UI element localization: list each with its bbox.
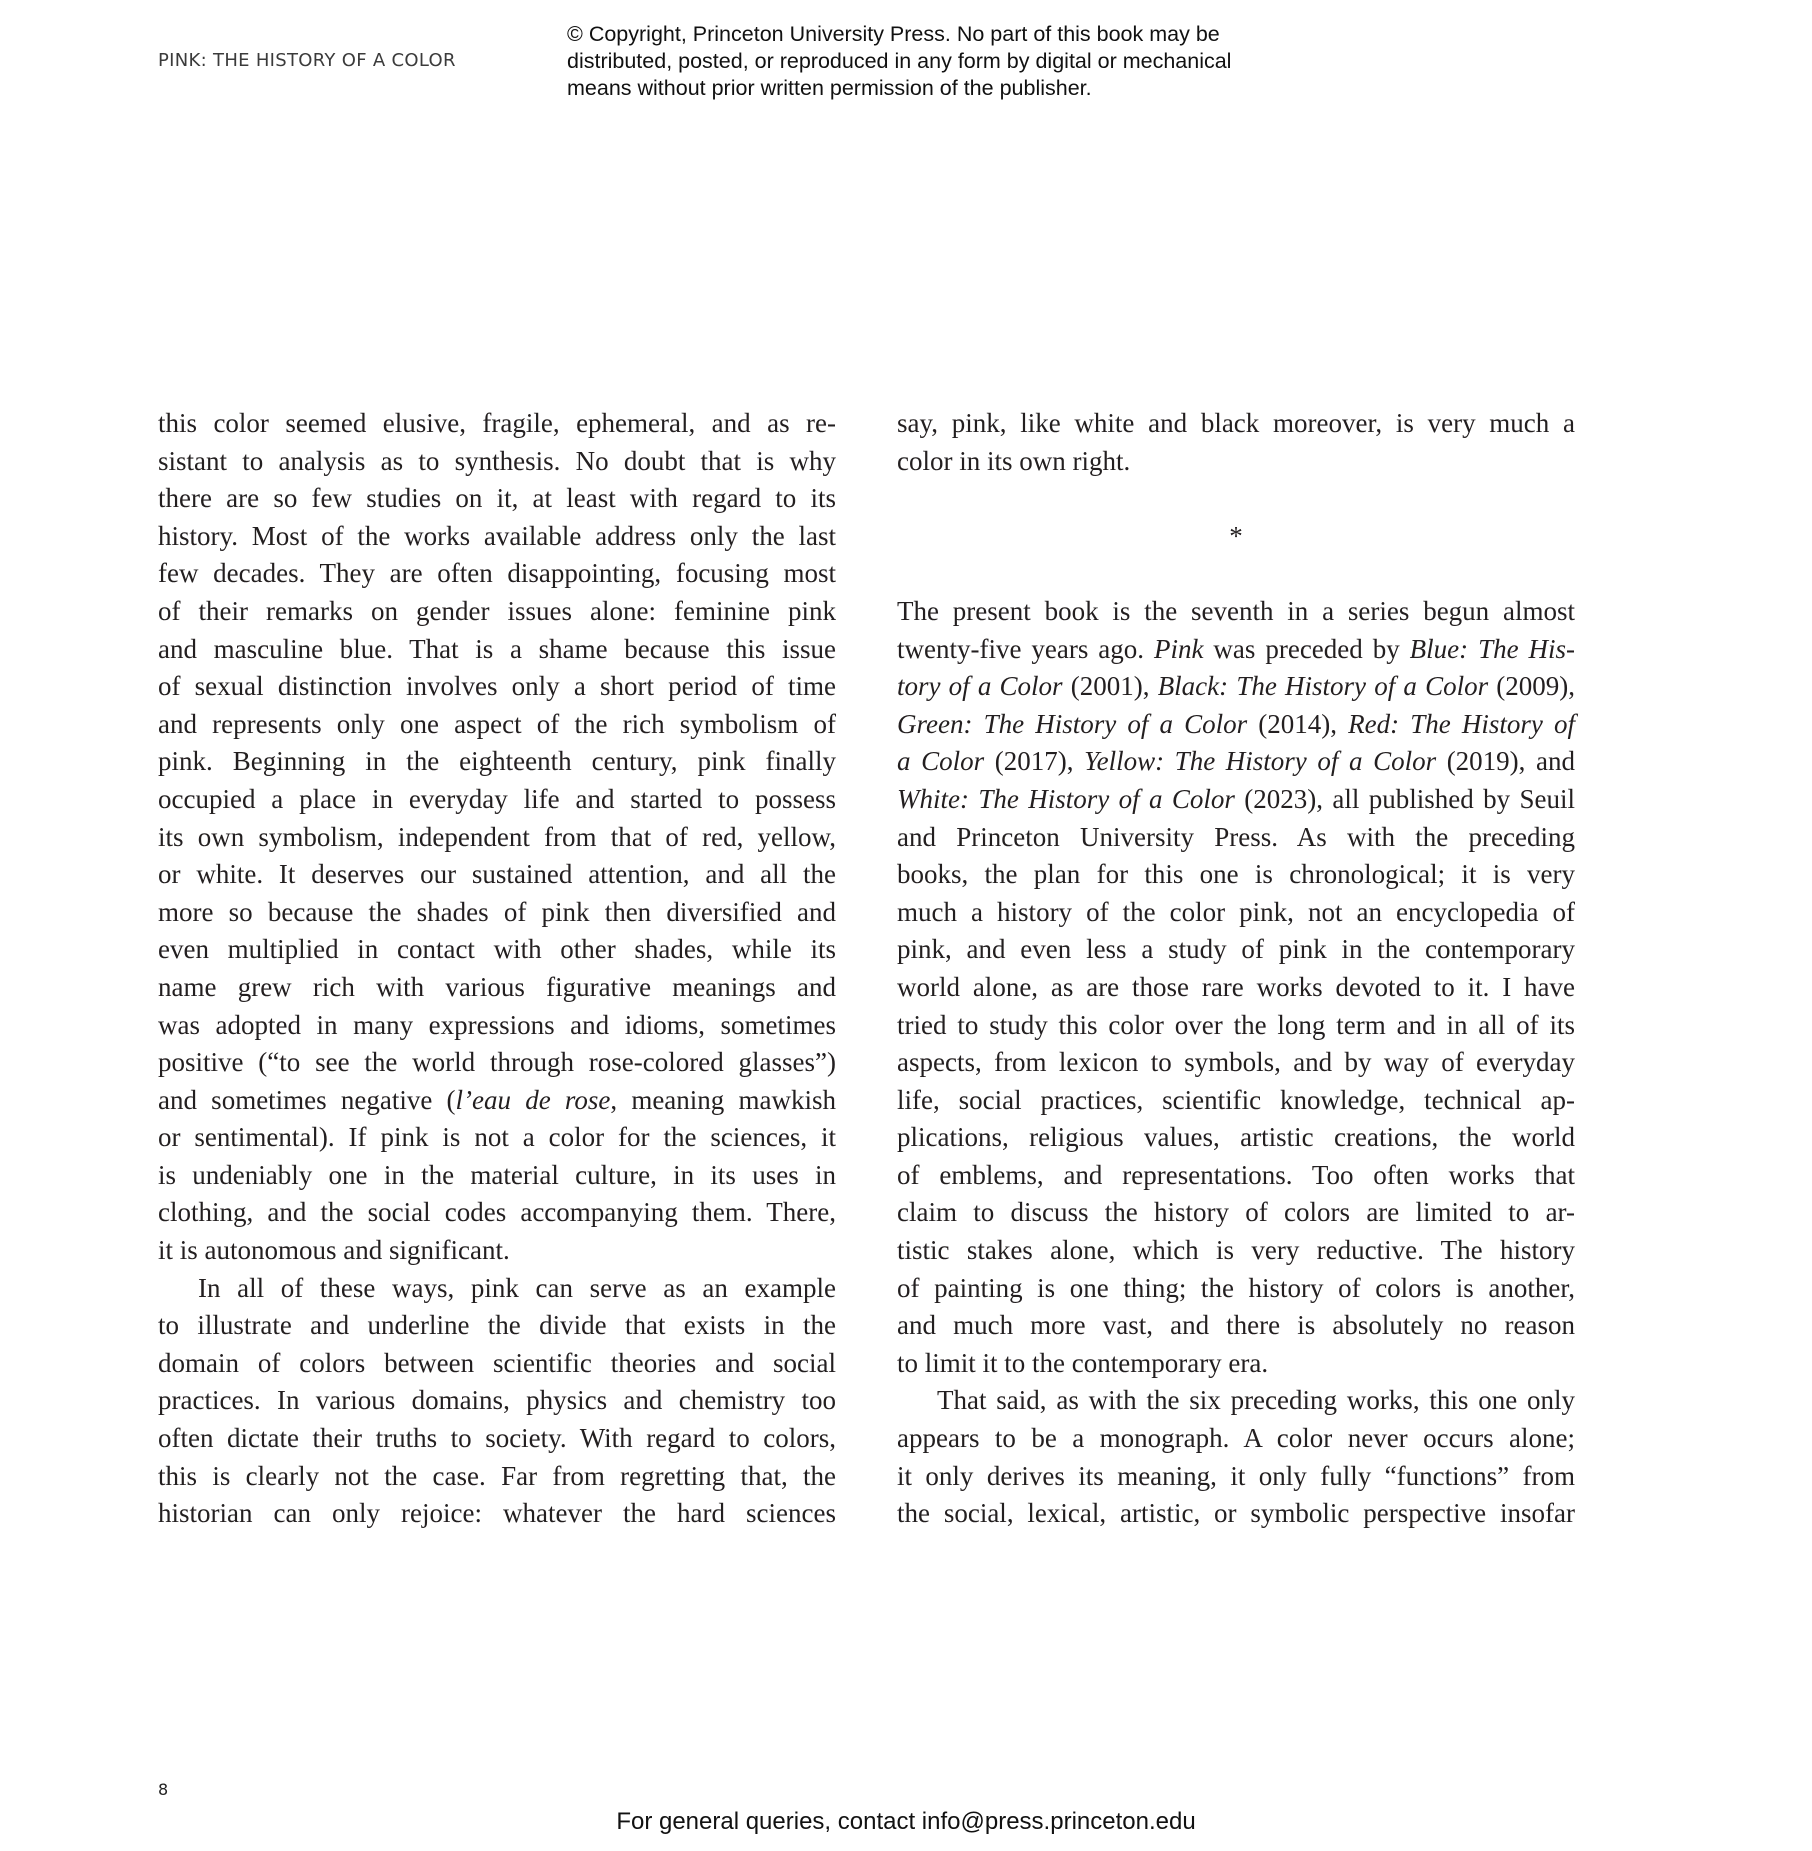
text-segment: (2014), — [1247, 708, 1349, 739]
text-segment: name grew rich with various figurative meanings and — [158, 971, 836, 1002]
text-line — [158, 443, 836, 481]
text-line — [897, 706, 1575, 744]
page-number: 8 — [158, 1780, 169, 1799]
text-segment: to illustrate and underline the divide that exists in the — [158, 1310, 836, 1341]
text-line — [897, 1495, 1575, 1533]
text-segment: * — [1229, 520, 1243, 551]
text-segment: or white. It deserves our sustained attention, and all the — [158, 859, 836, 890]
text-line — [158, 668, 836, 706]
text-segment: world alone, as are those rare works devoted to it. I have — [897, 971, 1575, 1002]
text-line — [897, 443, 1575, 481]
text-segment: and much more vast, and there is absolutely no reason — [897, 1310, 1575, 1341]
italic-title-text: tory of a Color — [897, 671, 1063, 702]
text-line — [897, 1194, 1575, 1232]
text-line — [897, 593, 1575, 631]
text-segment: (2017), — [984, 746, 1085, 777]
text-line — [897, 1082, 1575, 1120]
text-segment: plications, religious values, artistic creations, the world — [897, 1122, 1575, 1153]
text-segment: often dictate their truths to society. With regard to colors, — [158, 1423, 836, 1454]
text-line — [158, 1307, 836, 1345]
copyright-notice — [567, 21, 1267, 101]
text-segment: of their remarks on gender issues alone: feminine pink — [158, 595, 836, 626]
blank-line — [897, 480, 1575, 518]
text-segment: books, the plan for this one is chronological; it is very — [897, 859, 1575, 890]
text-segment: and masculine blue. That is a shame because this issue — [158, 633, 836, 664]
text-segment: was adopted in many expressions and idioms, sometimes — [158, 1009, 836, 1040]
text-segment: historian can only rejoice: whatever the hard sciences — [158, 1498, 836, 1529]
text-line — [897, 1270, 1575, 1308]
text-line — [897, 894, 1575, 932]
text-line — [897, 1345, 1575, 1383]
text-segment: domain of colors between scientific theories and social — [158, 1347, 836, 1378]
text-line — [158, 743, 836, 781]
text-line — [158, 1044, 836, 1082]
text-segment: the social, lexical, artistic, or symbolic perspective insofar — [897, 1498, 1575, 1529]
left-text-column — [158, 405, 836, 1533]
text-segment: and represents only one aspect of the rich symbolism of — [158, 708, 836, 739]
text-line — [897, 1307, 1575, 1345]
text-segment: appears to be a monograph. A color never occurs alone; — [897, 1423, 1575, 1454]
text-segment: aspects, from lexicon to symbols, and by way of everyday — [897, 1047, 1575, 1078]
text-segment: tistic stakes alone, which is very reductive. The history — [897, 1235, 1575, 1266]
text-line — [897, 405, 1575, 443]
text-line — [158, 1082, 836, 1120]
text-line — [897, 1232, 1575, 1270]
text-segment: of painting is one thing; the history of colors is another, — [897, 1272, 1575, 1303]
text-line — [897, 1119, 1575, 1157]
text-segment: its own symbolism, independent from that of red, yellow, — [158, 821, 836, 852]
text-segment: practices. In various domains, physics and chemistry too — [158, 1385, 836, 1416]
text-segment: tried to study this color over the long term and in all of its — [897, 1009, 1575, 1040]
text-line — [897, 1382, 1575, 1420]
italic-title-text: Blue: The His- — [1409, 633, 1576, 664]
text-segment: life, social practices, scientific knowledge, technical ap- — [897, 1084, 1575, 1115]
text-line — [158, 480, 836, 518]
text-line — [897, 1044, 1575, 1082]
italic-title-text: Yellow: The History of a Color — [1084, 746, 1437, 777]
text-segment: it only derives its meaning, it only fully “functions” from — [897, 1460, 1575, 1491]
text-line — [158, 631, 836, 669]
text-segment: color in its own right. — [897, 445, 1131, 476]
copyright-line: © Copyright, Princeton University Press. No part of this book may be — [567, 22, 1220, 46]
text-line — [158, 1157, 836, 1195]
right-text-column — [897, 405, 1575, 1533]
text-line — [158, 518, 836, 556]
text-segment: of sexual distinction involves only a short period of time — [158, 671, 836, 702]
text-segment: occupied a place in everyday life and started to possess — [158, 783, 836, 814]
text-segment: few decades. They are often disappointing, focusing most — [158, 558, 836, 589]
text-line — [158, 1420, 836, 1458]
text-segment: it is autonomous and significant. — [158, 1235, 510, 1266]
copyright-line: distributed, posted, or reproduced in any form by digital or mechanical — [567, 48, 1232, 73]
text-segment: clothing, and the social codes accompanying them. There, — [158, 1197, 836, 1228]
section-break-asterisk — [897, 518, 1575, 556]
text-segment: (2019), and — [1436, 746, 1576, 777]
text-line — [897, 668, 1575, 706]
text-segment: The present book is the seventh in a series begun almost — [897, 595, 1575, 626]
text-line — [897, 856, 1575, 894]
text-segment: pink. Beginning in the eighteenth century, pink finally — [158, 746, 836, 777]
text-line — [158, 1270, 836, 1308]
text-line — [158, 931, 836, 969]
text-line — [897, 631, 1575, 669]
text-line — [897, 1420, 1575, 1458]
italic-title-text: Black: The History of a Color — [1157, 671, 1489, 702]
text-segment: and Princeton University Press. As with the preceding — [897, 821, 1575, 852]
text-line — [897, 743, 1575, 781]
text-line — [158, 894, 836, 932]
text-line — [158, 856, 836, 894]
text-segment: positive (“to see the world through rose-colored glasses”) — [158, 1047, 836, 1078]
text-line — [158, 1232, 836, 1270]
text-segment: even multiplied in contact with other shades, while its — [158, 934, 836, 965]
text-segment: of emblems, and representations. Too often works that — [897, 1159, 1575, 1190]
italic-title-text: a Color — [897, 746, 985, 777]
running-head: PINK: THE HISTORY OF A COLOR — [158, 50, 456, 71]
text-line — [158, 1194, 836, 1232]
text-line — [158, 1382, 836, 1420]
text-segment: claim to discuss the history of colors are limited to ar- — [897, 1197, 1575, 1228]
blank-line — [897, 555, 1575, 593]
text-line — [897, 969, 1575, 1007]
text-line — [158, 555, 836, 593]
text-segment: to limit it to the contemporary era. — [897, 1347, 1269, 1378]
italic-title-text: Pink — [1153, 633, 1204, 664]
text-segment: say, pink, like white and black moreover, is very much a — [897, 408, 1575, 438]
italic-title-text: White: The History of a Color — [897, 783, 1235, 814]
text-segment: history. Most of the works available address only the last — [158, 520, 836, 551]
text-segment: (2023), all published by Seuil — [1234, 783, 1575, 814]
text-line — [897, 1458, 1575, 1496]
text-line — [158, 1345, 836, 1383]
text-line — [158, 1458, 836, 1496]
text-segment: , meaning mawkish — [610, 1084, 836, 1115]
text-line — [897, 781, 1575, 819]
copyright-line: means without prior written permission of the publisher. — [567, 75, 1092, 100]
italic-title-text: l’eau de rose — [455, 1084, 611, 1115]
text-segment: (2001), — [1062, 671, 1158, 702]
text-line — [897, 1007, 1575, 1045]
text-segment: more so because the shades of pink then diversified and — [158, 896, 836, 927]
text-segment: That said, as with the six preceding works, this one only — [937, 1385, 1575, 1416]
text-segment: sistant to analysis as to synthesis. No doubt that is why — [158, 445, 836, 476]
text-line — [897, 819, 1575, 857]
italic-title-text: Green: The History of a Color — [897, 708, 1248, 739]
text-line — [158, 969, 836, 1007]
text-segment: was preceded by — [1203, 633, 1410, 664]
text-line — [158, 1007, 836, 1045]
text-segment: (2009), — [1488, 671, 1576, 702]
text-segment: pink, and even less a study of pink in the contemporary — [897, 934, 1575, 965]
contact-footer: For general queries, contact info@press.princeton.edu — [616, 1808, 1196, 1835]
text-line — [158, 706, 836, 744]
text-line — [158, 781, 836, 819]
text-segment: or sentimental). If pink is not a color for the sciences, it — [158, 1122, 836, 1153]
text-line — [158, 593, 836, 631]
text-segment: and sometimes negative ( — [158, 1084, 456, 1115]
text-segment: this is clearly not the case. Far from regretting that, the — [158, 1460, 836, 1491]
italic-title-text: Red: The History of — [1348, 708, 1575, 739]
text-line — [158, 819, 836, 857]
text-segment: this color seemed elusive, fragile, ephemeral, and as re- — [158, 408, 836, 438]
text-segment: twenty-five years ago. — [897, 633, 1154, 664]
text-line — [158, 1495, 836, 1533]
text-segment: is undeniably one in the material culture, in its uses in — [158, 1159, 836, 1190]
text-line — [897, 931, 1575, 969]
text-line — [158, 405, 836, 443]
text-segment: there are so few studies on it, at least with regard to its — [158, 483, 836, 514]
text-segment: In all of these ways, pink can serve as an example — [198, 1272, 836, 1303]
text-segment: much a history of the color pink, not an encyclopedia of — [897, 896, 1575, 927]
text-line — [158, 1119, 836, 1157]
text-line — [897, 1157, 1575, 1195]
